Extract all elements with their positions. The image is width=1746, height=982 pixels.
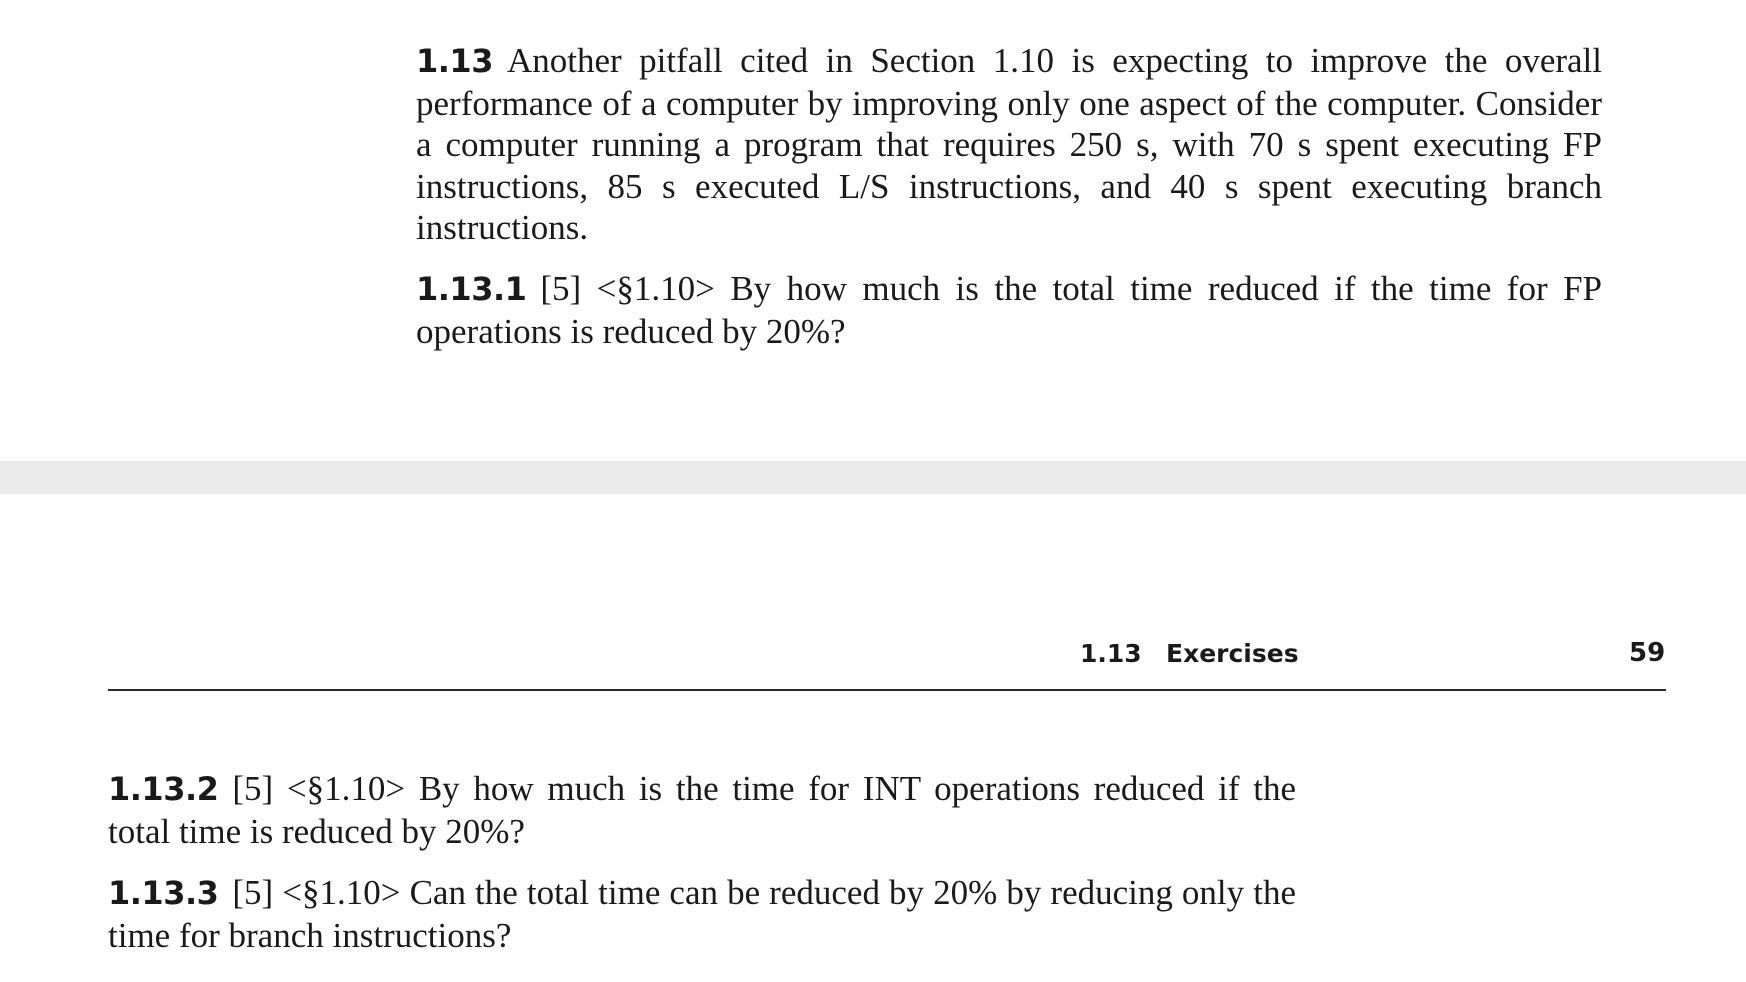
question-3-number: 1.13.3	[108, 874, 219, 912]
question-1-paragraph	[416, 268, 1602, 352]
running-head-section: 1.13	[1080, 639, 1142, 668]
question-2-number: 1.13.2	[108, 770, 219, 808]
page-separator	[0, 461, 1746, 494]
question-2-text: [5] <§1.10> By how much is the time for INT operations reduced if the total time is reduced by 20%?	[108, 769, 1296, 851]
question-1-text: [5] <§1.10> By how much is the total time reduced if the time for FP operations is reduced by 20%?	[416, 269, 1602, 351]
question-2-paragraph	[108, 768, 1296, 852]
exercise-intro-text: Another pitfall cited in Section 1.10 is expecting to improve the overall performance of a computer by improving only one aspect of the computer. Consider a computer running a program that requires 250 s, with 70 s spent executing FP instructions, 85 s executed L/S instructions, and 40 s spent executing branch instructions.	[416, 41, 1602, 247]
page-top	[0, 0, 1746, 461]
page-number: 59	[1629, 638, 1666, 668]
question-3-paragraph	[108, 872, 1296, 956]
exercise-intro-paragraph	[416, 40, 1602, 249]
running-head-title: Exercises	[1166, 639, 1299, 668]
exercise-number: 1.13	[416, 42, 493, 80]
question-1-number: 1.13.1	[416, 270, 527, 308]
header-rule	[108, 689, 1666, 691]
question-3-text: [5] <§1.10> Can the total time can be reduced by 20% by reducing only the time for branch instructions?	[108, 873, 1296, 955]
